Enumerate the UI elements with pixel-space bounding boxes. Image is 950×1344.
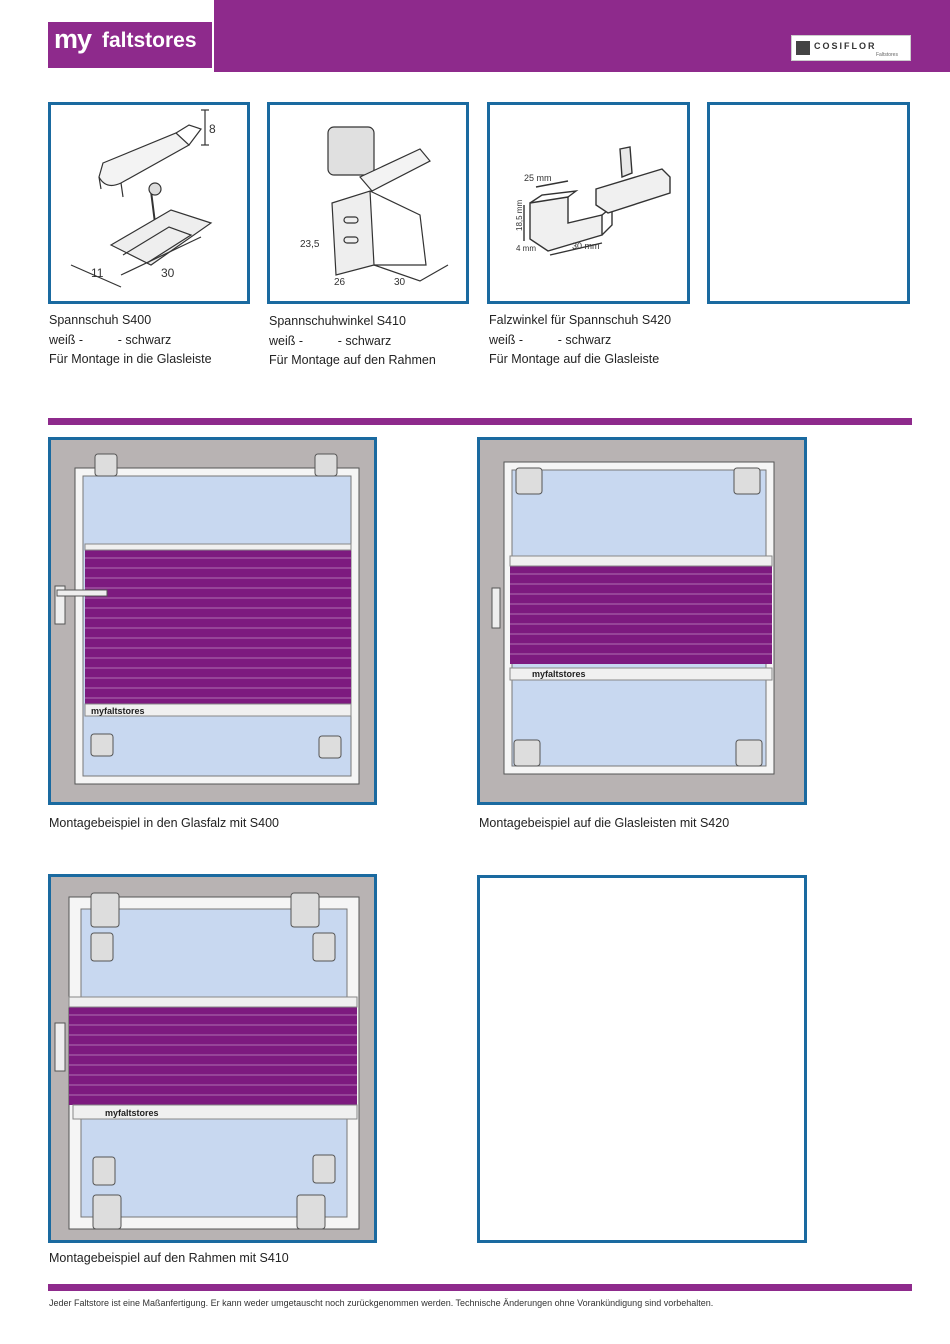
window-s410-illustration [51,877,374,1240]
product-name: Falzwinkel für Spannschuh S420 [489,313,672,327]
example-image-s420 [477,437,807,805]
example-image-empty [477,875,807,1243]
rail-label: myfaltstores [532,669,586,679]
product-usage: Für Montage auf den Rahmen [269,353,436,367]
rail-label: myfaltstores [91,706,145,716]
product-image-empty [707,102,910,304]
dim-26: 26 [334,277,346,288]
product-caption-s410 [269,312,479,371]
dim-30: 30 [161,266,175,280]
product-caption-s420 [489,311,704,370]
product-name: Spannschuhwinkel S410 [269,314,406,328]
footer-divider [48,1284,912,1291]
product-caption-s400 [49,311,259,370]
window-s400-illustration [51,440,374,802]
rail-label: myfaltstores [105,1108,159,1118]
falzwinkel-s420-drawing [490,105,687,301]
logo-my-text: my [54,24,92,54]
example-caption-s410: Montagebeispiel auf den Rahmen mit S410 [49,1251,289,1265]
product-colors: weiß - - schwarz [489,332,612,347]
example-caption-s420: Montagebeispiel auf die Glasleisten mit S420 [479,816,730,830]
product-image-s420 [487,102,690,304]
brand-logo[interactable] [48,22,212,68]
dim-30: 30 [394,277,406,288]
spannschuhwinkel-s410-drawing [270,105,466,301]
product-image-s400 [48,102,250,304]
product-usage: Für Montage auf die Glasleiste [489,352,660,366]
section-divider [48,418,912,425]
cosiflor-mark-icon [796,41,810,55]
product-colors: weiß - - schwarz [269,333,392,348]
logo-brand-text: faltstores [102,29,197,52]
partner-brand: COSIFLOR [814,41,877,51]
footer-disclaimer: Jeder Faltstore ist eine Maßanfertigung. Er kann weder umgetauscht noch zurückgenommen werden. Technische Änderungen ohne Vorankündigung sind vorbehalten. [49,1298,714,1308]
product-name: Spannschuh S400 [49,313,152,327]
dim-25mm: 25 mm [524,173,552,183]
dim-18-5mm: 18,5 mm [515,199,524,231]
product-usage: Für Montage in die Glasleiste [49,352,212,366]
partner-logo [791,35,911,61]
logo-area [0,0,214,72]
dim-23-5: 23,5 [300,239,320,250]
partner-sub: Faltstores [876,52,898,58]
dim-4mm: 4 mm [516,244,536,253]
example-image-s410 [48,874,377,1243]
example-image-s400 [48,437,377,805]
spannschuh-s400-drawing [51,105,247,301]
dim-11: 11 [91,266,104,280]
dim-30mm: 30 mm [572,241,600,251]
window-s420-illustration [480,440,804,802]
product-colors: weiß - - schwarz [49,332,172,347]
product-image-s410 [267,102,469,304]
dim-8: 8 [209,122,216,136]
example-caption-s400: Montagebeispiel in den Glasfalz mit S400 [49,816,279,830]
